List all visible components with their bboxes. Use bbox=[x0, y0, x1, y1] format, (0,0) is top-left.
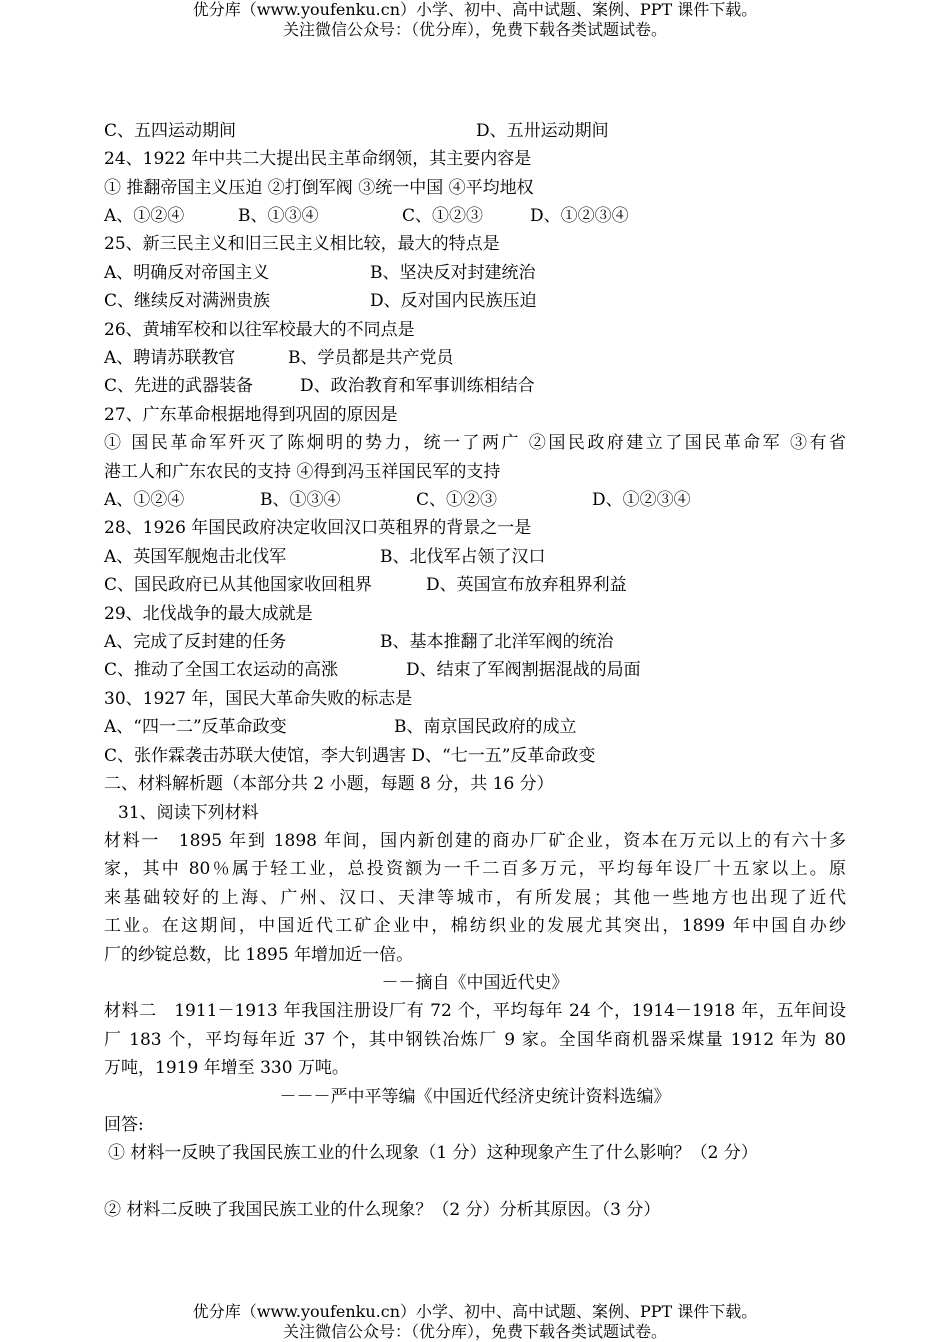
q23-option-c: C、五四运动期间 bbox=[104, 121, 237, 141]
q27-option-b: B、①③④ bbox=[260, 490, 341, 510]
q24-option-b: B、①③④ bbox=[238, 206, 319, 226]
q25-option-b: B、坚决反对封建统治 bbox=[370, 263, 536, 283]
q29-stem: 29、北伐战争的最大成就是 bbox=[104, 604, 313, 624]
q24-option-d: D、①②③④ bbox=[530, 206, 629, 226]
q28-option-b: B、北伐军占领了汉口 bbox=[380, 547, 546, 567]
material-1-line-3: 来基础较好的上海、广州、汉口、天津等城市，有所发展；其他一些地方也出现了近代 bbox=[104, 888, 846, 908]
q27-option-a: A、①②④ bbox=[104, 490, 185, 510]
q27-stem: 27、广东革命根据地得到巩固的原因是 bbox=[104, 405, 398, 425]
page-footer-line-2: 关注微信公众号：（优分库），免费下载各类试题试卷。 bbox=[282, 1322, 667, 1341]
q25-stem: 25、新三民主义和旧三民主义相比较，最大的特点是 bbox=[104, 234, 500, 254]
q26-stem: 26、黄埔军校和以往军校最大的不同点是 bbox=[104, 320, 415, 340]
page-header-line-1: 优分库（www.youfenku.cn）小学、初中、高中试题、案例、PPT 课件下载。 bbox=[192, 0, 758, 19]
q25-option-c: C、继续反对满洲贵族 bbox=[104, 291, 271, 311]
answer-label: 回答: bbox=[104, 1115, 144, 1135]
page-footer-line-1: 优分库（www.youfenku.cn）小学、初中、高中试题、案例、PPT 课件下载。 bbox=[192, 1302, 758, 1321]
q28-option-c: C、国民政府已从其他国家收回租界 bbox=[104, 575, 373, 595]
q27-items-line-2: 港工人和广东农民的支持 ④得到冯玉祥国民军的支持 bbox=[104, 462, 501, 482]
material-2-line-2: 厂 183 个，平均每年近 37 个，其中钢铁冶炼厂 9 家。全国华商机器采煤量 1912 年为 80 bbox=[104, 1030, 846, 1050]
material-2-line-1: 材料二 1911－1913 年我国注册设厂有 72 个，平均每年 24 个，1914－1918 年，五年间设 bbox=[104, 1001, 846, 1021]
section-2-heading: 二、材料解析题（本部分共 2 小题，每题 8 分，共 16 分） bbox=[104, 774, 554, 794]
q29-option-d: D、结束了军阀割据混战的局面 bbox=[406, 660, 641, 680]
q23-option-d: D、五卅运动期间 bbox=[476, 121, 609, 141]
q24-option-c: C、①②③ bbox=[402, 206, 484, 226]
q26-option-d: D、政治教育和军事训练相结合 bbox=[300, 376, 535, 396]
q24-items: ① 推翻帝国主义压迫 ②打倒军阀 ③统一中国 ④平均地权 bbox=[104, 178, 534, 198]
q30-option-a: A、“四一二”反革命政变 bbox=[104, 717, 287, 737]
q31-stem: 31、阅读下列材料 bbox=[118, 803, 259, 823]
q30-options-row-2: C、张作霖袭击苏联大使馆，李大钊遇害 D、“七一五”反革命政变 bbox=[104, 746, 596, 766]
q27-option-d: D、①②③④ bbox=[592, 490, 691, 510]
q29-option-c: C、推动了全国工农运动的高涨 bbox=[104, 660, 339, 680]
q31-sub-question-2: ② 材料二反映了我国民族工业的什么现象？（2 分）分析其原因。（3 分） bbox=[104, 1200, 661, 1220]
material-2-line-3: 万吨，1919 年增至 330 万吨。 bbox=[104, 1058, 349, 1078]
q30-stem: 30、1927 年，国民大革命失败的标志是 bbox=[104, 689, 413, 709]
q26-option-b: B、学员都是共产党员 bbox=[288, 348, 454, 368]
material-2-source: －－－严中平等编《中国近代经济史统计资料选编》 bbox=[279, 1087, 671, 1107]
q24-option-a: A、①②④ bbox=[104, 206, 185, 226]
q24-stem: 24、1922 年中共二大提出民主革命纲领，其主要内容是 bbox=[104, 149, 532, 169]
q26-option-c: C、先进的武器装备 bbox=[104, 376, 254, 396]
q27-option-c: C、①②③ bbox=[416, 490, 498, 510]
q28-option-a: A、英国军舰炮击北伐军 bbox=[104, 547, 287, 567]
q25-option-d: D、反对国内民族压迫 bbox=[370, 291, 537, 311]
q28-option-d: D、英国宣布放弃租界利益 bbox=[426, 575, 627, 595]
q27-items-line-1: ① 国民革命军歼灭了陈炯明的势力，统一了两广 ②国民政府建立了国民革命军 ③有省 bbox=[104, 433, 846, 453]
material-1-line-5: 厂的纱锭总数，比 1895 年增加近一倍。 bbox=[104, 945, 414, 965]
material-1-line-4: 工业。在这期间，中国近代工矿企业中，棉纺织业的发展尤其突出，1899 年中国自办纱 bbox=[104, 916, 846, 936]
q25-option-a: A、明确反对帝国主义 bbox=[104, 263, 270, 283]
page-header-line-2: 关注微信公众号：（优分库），免费下载各类试题试卷。 bbox=[282, 20, 667, 39]
material-1-source: －－摘自《中国近代史》 bbox=[381, 973, 569, 993]
q31-sub-question-1: ① 材料一反映了我国民族工业的什么现象（1 分）这种现象产生了什么影响？（2 分） bbox=[108, 1143, 758, 1163]
q30-option-b: B、南京国民政府的成立 bbox=[394, 717, 577, 737]
material-1-line-2: 家，其中 80％属于轻工业，总投资额为一千二百多万元，平均每年设厂十五家以上。原 bbox=[104, 859, 846, 879]
q28-stem: 28、1926 年国民政府决定收回汉口英租界的背景之一是 bbox=[104, 518, 532, 538]
q29-option-b: B、基本推翻了北洋军阀的统治 bbox=[380, 632, 614, 652]
q26-option-a: A、聘请苏联教官 bbox=[104, 348, 236, 368]
q29-option-a: A、完成了反封建的任务 bbox=[104, 632, 287, 652]
material-1-line-1: 材料一 1895 年到 1898 年间，国内新创建的商办厂矿企业，资本在万元以上的有六十多 bbox=[104, 831, 846, 851]
